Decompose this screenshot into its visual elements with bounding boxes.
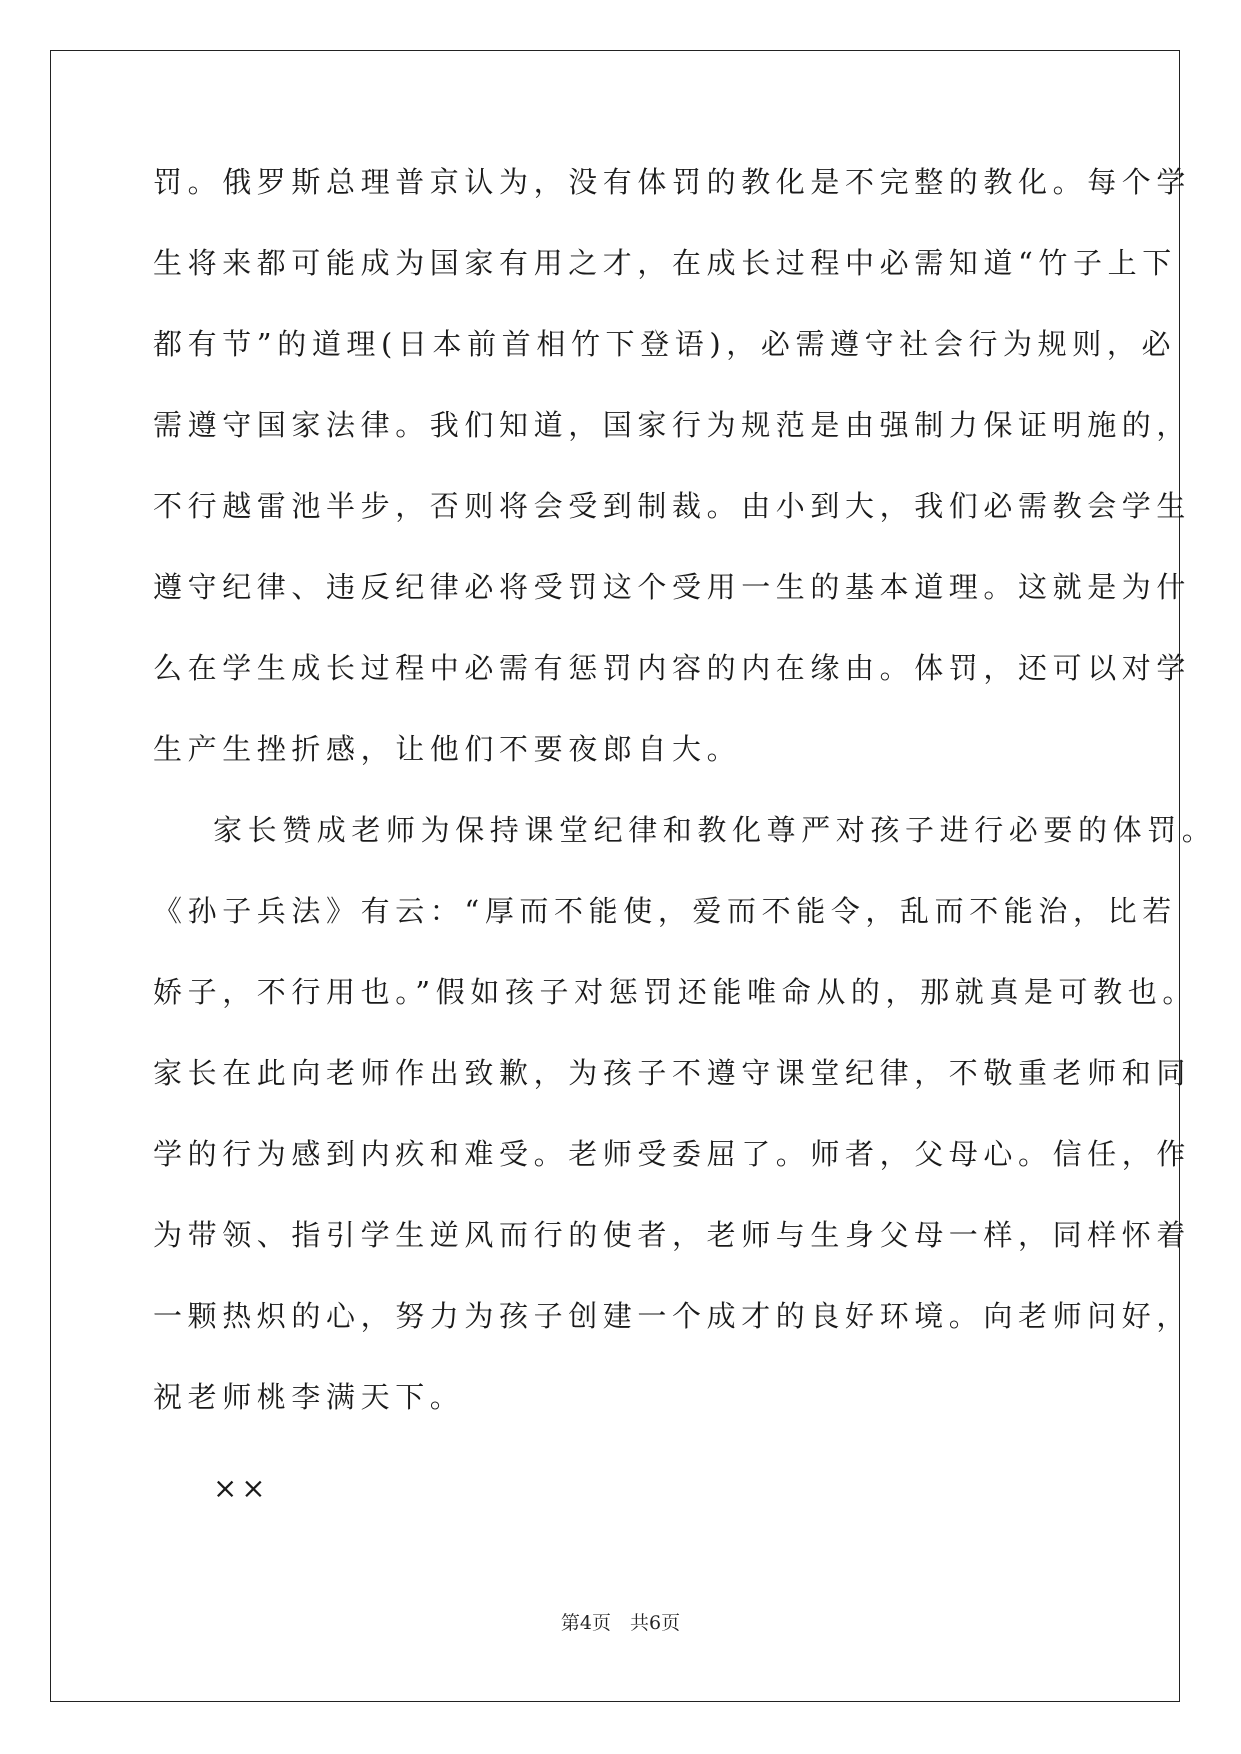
body-line: 为带领、指引学生逆风而行的使者，老师与生身父母一样，同样怀着 — [153, 1218, 1192, 1252]
body-line: 么在学生成长过程中必需有惩罚内容的内在缘由。体罚，还可以对学 — [153, 651, 1192, 685]
body-line: 需遵守国家法律。我们知道，国家行为规范是由强制力保证明施的， — [153, 408, 1192, 442]
body-line: 生产生挫折感，让他们不要夜郎自大。 — [153, 732, 742, 766]
body-line: 家长在此向老师作出致歉，为孩子不遵守课堂纪律，不敬重老师和同 — [153, 1056, 1192, 1090]
signature: ×× — [213, 1471, 270, 1505]
body-line: 罚。俄罗斯总理普京认为，没有体罚的教化是不完整的教化。每个学 — [153, 165, 1192, 199]
body-line: 一颗热炽的心，努力为孩子创建一个成才的良好环境。向老师问好， — [153, 1299, 1192, 1333]
body-line: 学的行为感到内疚和难受。老师受委屈了。师者，父母心。信任，作 — [153, 1137, 1192, 1171]
body-line: 遵守纪律、违反纪律必将受罚这个受用一生的基本道理。这就是为什 — [153, 570, 1192, 604]
document-body — [153, 162, 1217, 1458]
body-line: 生将来都可能成为国家有用之才，在成长过程中必需知道“竹子上下 — [153, 246, 1177, 280]
body-line: 娇子，不行用也。”假如孩子对惩罚还能唯命从的，那就真是可教也。 — [153, 975, 1197, 1009]
body-line: 《孙子兵法》有云：“厚而不能使，爱而不能令，乱而不能治，比若 — [153, 894, 1177, 928]
body-line: 祝老师桃李满天下。 — [153, 1380, 465, 1414]
body-line: 都有节”的道理(日本前首相竹下登语)，必需遵守社会行为规则，必 — [153, 327, 1177, 361]
paragraph-start-line: 家长赞成老师为保持课堂纪律和教化尊严对孩子进行必要的体罚。 — [213, 813, 1217, 847]
page-number-footer: 第4页 共6页 — [560, 1612, 681, 1634]
body-line: 不行越雷池半步，否则将会受到制裁。由小到大，我们必需教会学生 — [153, 489, 1192, 523]
